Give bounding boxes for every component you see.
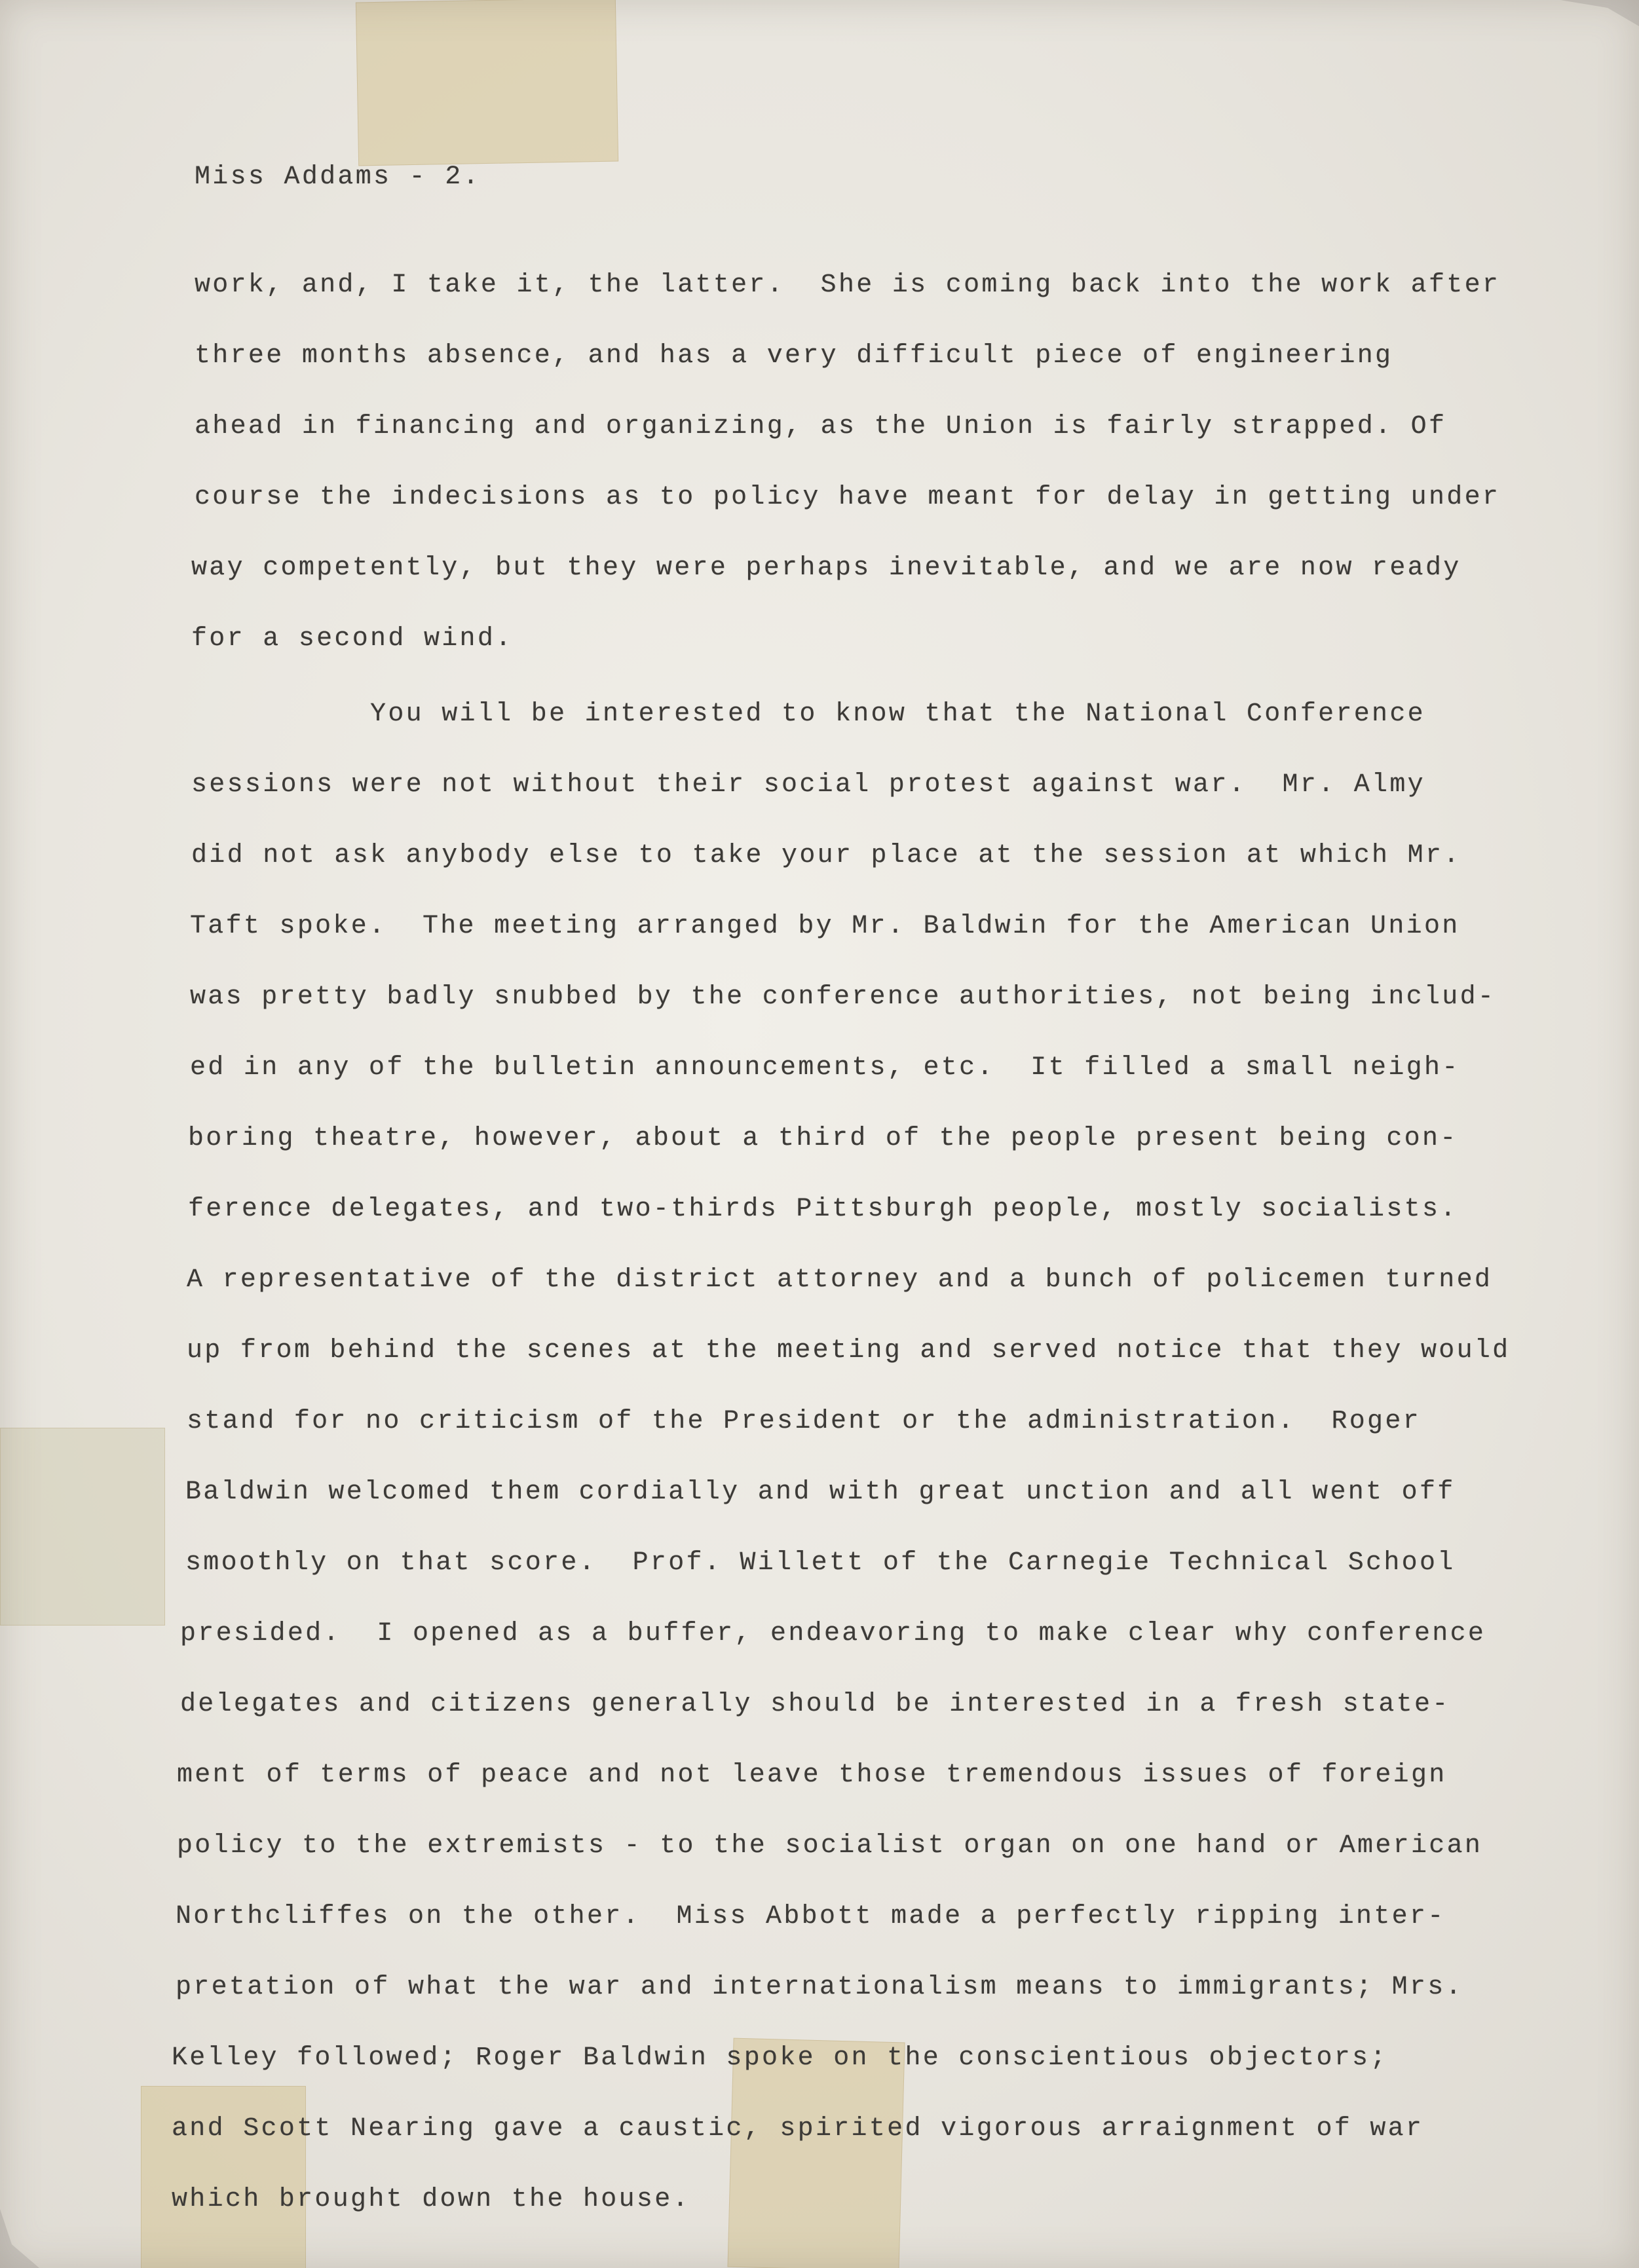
text-line: ahead in financing and organizing, as the Union is fairly strapped. Of (195, 412, 1447, 441)
adhesive-tape-bottom-left (141, 2086, 306, 2268)
text-line: up from behind the scenes at the meeting and served notice that they would (187, 1336, 1511, 1366)
adhesive-tape-top (356, 0, 618, 166)
text-line: ference delegates, and two-thirds Pittsburgh people, mostly socialists. (188, 1195, 1458, 1224)
text-line: delegates and citizens generally should be interested in a fresh state- (180, 1690, 1450, 1719)
page-header: Miss Addams - 2. (195, 162, 481, 192)
text-line: Taft spoke. The meeting arranged by Mr. Baldwin for the American Union (190, 912, 1460, 941)
text-line: presided. I opened as a buffer, endeavoring to make clear why conference (180, 1619, 1486, 1648)
text-line: work, and, I take it, the latter. She is coming back into the work after (195, 270, 1501, 300)
text-line: ment of terms of peace and not leave those tremendous issues of foreign (177, 1760, 1447, 1790)
text-line: Baldwin welcomed them cordially and with great unction and all went off (185, 1478, 1456, 1507)
text-line: three months absence, and has a very difficult piece of engineering (195, 341, 1393, 371)
text-line: which brought down the house. (172, 2185, 690, 2214)
text-line: was pretty badly snubbed by the conference authorities, not being includ- (190, 982, 1496, 1012)
text-line: A representative of the district attorney and a bunch of policemen turned (187, 1265, 1493, 1295)
text-line: way competently, but they were perhaps inevitable, and we are now ready (191, 553, 1461, 583)
text-line: for a second wind. (191, 624, 514, 654)
adhesive-tape-left (0, 1428, 165, 1626)
text-line: Northcliffes on the other. Miss Abbott made a perfectly ripping inter- (176, 1902, 1446, 1931)
text-line: smoothly on that score. Prof. Willett of the Carnegie Technical School (185, 1548, 1456, 1578)
text-line: did not ask anybody else to take your place at the session at which Mr. (191, 841, 1461, 870)
text-line: pretation of what the war and internationalism means to immigrants; Mrs. (176, 1973, 1463, 2002)
text-line: and Scott Nearing gave a caustic, spirited vigorous arraignment of war (172, 2114, 1424, 2144)
text-line: stand for no criticism of the President or the administration. Roger (187, 1407, 1421, 1436)
text-line: ed in any of the bulletin announcements, etc. It filled a small neigh- (190, 1053, 1460, 1083)
text-line: policy to the extremists - to the socialist organ on one hand or American (177, 1831, 1483, 1861)
text-line: course the indecisions as to policy have meant for delay in getting under (195, 483, 1501, 512)
text-line: boring theatre, however, about a third of the people present being con- (188, 1124, 1458, 1153)
text-line: sessions were not without their social protest against war. Mr. Almy (191, 770, 1425, 800)
torn-corner-bottom-left (0, 2209, 39, 2268)
text-line: Kelley followed; Roger Baldwin spoke on the conscientious objectors; (172, 2043, 1388, 2073)
text-line: You will be interested to know that the National Conference (191, 699, 1425, 729)
torn-corner-top-right (1560, 0, 1639, 26)
